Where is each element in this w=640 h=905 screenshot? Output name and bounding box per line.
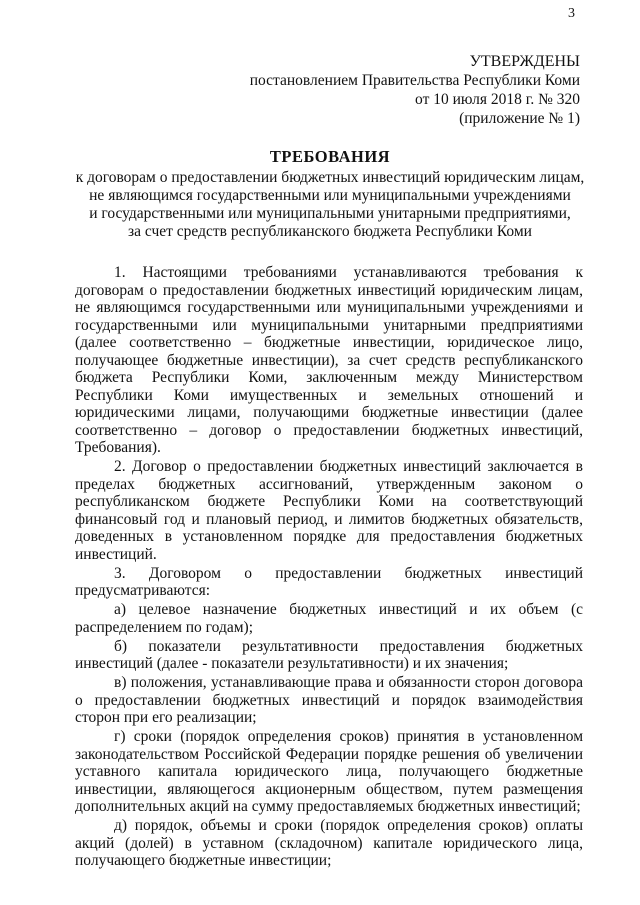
list-item-a: а) целевое назначение бюджетных инвестиций и их объем (с распределением по годам);: [75, 601, 583, 636]
approval-line: (приложение № 1): [459, 110, 580, 127]
paragraph-3: 3. Договором о предоставлении бюджетных инвестиций предусматриваются:: [75, 564, 583, 599]
list-item-g: г) сроки (порядок определения сроков) принятия в установленном законодательством Российской Федерации порядке решения об увеличении уставного капитала юридического лица, получающего бюджетные инвестиции, являющегося акционерным обществом, путем размещения дополнительных акций на сумму предоставляемых бюджетных инвестиций;: [75, 728, 583, 815]
list-item-b: б) показатели результативности предоставления бюджетных инвестиций (далее - показатели результативности) и их значения;: [75, 637, 583, 672]
paragraph-1: 1. Настоящими требованиями устанавливаются требования к договорам о предоставлении бюджетных инвестиций юридическим лицам, не являющимся государственными или муниципальными учреждениями и государственными или муниципальными унитарными предприятиями (далее соответственно – бюджетные инвестиции, юридическое лицо, получающее бюджетные инвестиции), за счет средств республиканского бюджета Республики Коми, заключенным между Министерством Республики Коми имущественных и земельных отношений и юридическими лицами, получающими бюджетные инвестиции (далее соответственно – договор о предоставлении бюджетных инвестиций, Требования).: [75, 264, 583, 456]
approval-line: УТВЕРЖДЕНЫ: [469, 53, 580, 70]
document-body: [75, 264, 583, 871]
approval-line: постановлением Правительства Республики Коми: [249, 72, 580, 89]
document-subtitle-line: и государственными или муниципальными унитарными предприятиями,: [89, 205, 571, 222]
list-item-d: д) порядок, объемы и сроки (порядок определения сроков) оплаты акций (долей) в уставном (складочном) капитале юридического лица, получающего бюджетные инвестиции;: [75, 817, 583, 869]
document-subtitle-line: за счет средств республиканского бюджета Республики Коми: [128, 223, 532, 240]
document-title: ТРЕБОВАНИЯ: [269, 147, 391, 166]
paragraph-2: 2. Договор о предоставлении бюджетных инвестиций заключается в пределах бюджетных ассигнований, утвержденным законом о республиканском бюджете Республики Коми на соответствующий финансовый год и плановый период, и лимитов бюджетных обязательств, доведенных в установленном порядке для предоставления бюджетных инвестиций.: [75, 458, 583, 563]
approval-line: от 10 июля 2018 г. № 320: [415, 91, 580, 108]
list-item-v: в) положения, устанавливающие права и обязанности сторон договора о предоставлении бюджетных инвестиций и порядок взаимодействия сторон при его реализации;: [75, 674, 583, 726]
approval-stamp: [250, 52, 580, 128]
document-title-block: [70, 148, 590, 241]
page-number: 3: [568, 6, 575, 21]
document-subtitle-line: не являющимся государственными или муниципальными учреждениями: [89, 187, 571, 204]
document-subtitle-line: к договорам о предоставлении бюджетных инвестиций юридическим лицам,: [75, 169, 585, 186]
